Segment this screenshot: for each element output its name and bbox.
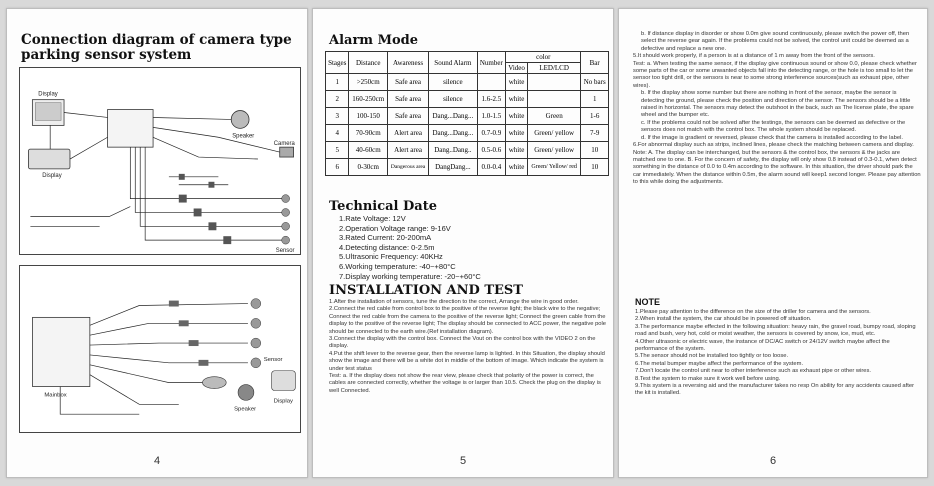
speaker-icon-bottom <box>202 377 226 389</box>
sensor-label: Sensor <box>275 248 295 254</box>
header-stages: Stages <box>326 52 349 74</box>
speaker-round-icon <box>238 385 254 401</box>
display-screen-icon <box>35 103 61 121</box>
test-paragraph: b. If distance display in disorder or show 0.0m give sound continuously, please switch the power off, then select the reverse gear again. If the problems could not be solved, the control unit could be deemed as a defective and replace a new one. <box>641 31 910 52</box>
spec-item: 3.Rated Current: 20-200mA <box>339 233 432 243</box>
note-item: 7.Don't locate the control unit near to other interference such as exhaust pipe or other wires. <box>635 368 872 375</box>
bottom-sensor-icons <box>251 299 261 368</box>
install-step: 3.Connect the display with the control box. Connect the Vout on the control box with the VIDEO 2 on the display. <box>329 336 596 350</box>
camera-icon <box>280 147 294 157</box>
wiring-lines <box>30 113 281 241</box>
technical-date-title: Technical Date <box>329 199 437 214</box>
test-paragraph: 5.It should work properly, if a person is at a distance of 1 m away from the front of the sensors. <box>633 53 875 60</box>
manual-page-4 <box>6 8 308 478</box>
mirror-display-icon <box>28 149 70 169</box>
test-instructions <box>633 31 921 187</box>
sensor-icons <box>282 195 290 244</box>
header-ledlcd: LED/LCD <box>527 63 581 74</box>
alarm-mode-table <box>325 51 609 176</box>
note-item: 9.This system is a reversing aid and the manufacturer takes no resp On ability for any accidents caused after the kit is installed. <box>635 383 915 397</box>
spec-item: 2.Operation Voltage range: 9-16V <box>339 223 451 233</box>
speaker-label-bottom: Speaker <box>234 406 257 413</box>
camera-label: Camera <box>273 141 295 148</box>
note-item: 1.Please pay attention to the difference on the size of the driller for camera and the sensors. <box>635 309 871 315</box>
test-paragraph: d. If the image is gradient or reversed, please check that the camera is installed according to the label. <box>641 134 903 141</box>
spec-item: 1.Rate Voltage: 12V <box>339 214 406 223</box>
header-sound: Sound Alarm <box>429 52 477 74</box>
test-paragraph: b. If the display show some number but there are nothing in front of the sensor, maybe the sensor is detecting the ground, please check the position and direction of the sensor. The sensors should be a little raised in horizontal. The sensors may detect the outshoot in the back, such as The license plate, the spare wheel and the bumper etc. <box>641 90 914 119</box>
display-label: Display <box>42 172 62 179</box>
note-item: 2.When install the system, the car should be in powered off situation. <box>635 316 812 323</box>
table-row: 4 70-90cm Alert area Dang...Dang... 0.7-0.9 white Green/ yellow 7-9 <box>326 125 609 142</box>
table-row: 3 100-150 Safe area Dang...Dang... 1.0-1.5 white Green 1-6 <box>326 108 609 125</box>
spec-item: 4.Detecting distance: 0-2.5m <box>339 242 435 252</box>
test-paragraph: Note: A. The display can be interchanged, but the sensors & the control box, the sensors & the jacks are matched one to one. B. For the concern of safety, the display will only show 0.8 instead of 0.3-0.1, when detect something in the distance of 0.0 to 0.4m according to the software. In this situation, the driver should park the car immediately. When the distance within 0.5m, the alarm sound will keep1 second longer. Please pay attention to this while doing the adjustments. <box>633 149 921 186</box>
install-step: 1.After the installation of sensors, tune the direction to the correct, Arrange the wire in good order. <box>329 299 579 305</box>
header-distance: Distance <box>349 52 388 74</box>
installation-test-title: INSTALLATION AND TEST <box>329 283 523 298</box>
header-color: color <box>506 52 581 63</box>
mainbox-icon <box>33 317 90 386</box>
title-line-2: parking sensor system <box>21 47 192 63</box>
wiring-diagram-bottom <box>19 265 301 433</box>
test-paragraph: 6.For abnormal display such as strips, inclined lines, please check the matching between camera and display. <box>633 142 914 149</box>
header-number: Number <box>477 52 506 74</box>
note-item: 8.Test the system to make sure it work well before using. <box>635 375 781 382</box>
notes-list <box>635 309 921 398</box>
alarm-mode-title: Alarm Mode <box>329 33 419 48</box>
install-step: 2.Connect the red cable from control box to the positive of the reverse light; the black wire to the negative; Connect the red cable from the camera to the positive of the reverse light; Connect the green cable from the display to the positive of the reverse light; The display should be connected to ACC power, the negative pole should be connected to the earth wire.(Ref installation diagram). <box>329 306 607 335</box>
install-step: 4.Put the shift lever to the reverse gear, then the reverse lamp is lighted. In this Situation, the display should show the image and there will be a white dot in middle of the bottom of image. Which indicate the system is under test status <box>329 350 605 372</box>
spec-item: 7.Display working temperature: -20~+60°C <box>339 271 481 281</box>
wiring-diagram-top-svg <box>20 68 300 254</box>
note-item: 5.The sensor should not be installed too tightly or too loose. <box>635 353 789 360</box>
test-paragraph: Test: a. When testing the same sensor, if the display give continuous sound or show 0.0, please check whether some parts of the car or some unwanted objects fall into the detecting range, or the hole is too small to let the sensor too tight drill, or the sensors is near to some strong interference sources(such as exhaust pipe, other wires). <box>633 60 917 89</box>
note-item: 6.The metal bumper maybe affect the performance of the system. <box>635 360 804 367</box>
test-paragraph: c. If the problems could not be solved after the testings, the sensors can be deemed as defective or the sensors does not match with the control box. The whole system should be replaced. <box>641 119 906 134</box>
table-header-row <box>326 52 609 63</box>
display-label-bottom: Display <box>273 398 294 405</box>
table-row: 6 0-30cm Dangerous area DangDang... 0.0-0.4 white Green/ Yellow/ red 10 <box>326 159 609 176</box>
mainbox-label: Mainbox <box>44 392 67 399</box>
page-number: 4 <box>153 455 161 467</box>
page-number: 6 <box>769 455 777 467</box>
install-step: Test: a. If the display does not show the rear view, please check that polarity of the power is correct, the cables are connected correctly, whether the voltage is or larger than 10.5. Check the plug on the display is well Connected. <box>329 373 601 394</box>
table-row: 5 40-60cm Alert area Dang..Dang.. 0.5-0.6 white Green/ yellow 10 <box>326 142 609 159</box>
spec-item: 5.Ultrasonic Frequency: 40KHz <box>339 252 443 262</box>
speaker-icon <box>231 111 249 129</box>
connector-icons <box>179 174 231 244</box>
manual-page-6 <box>618 8 928 478</box>
connection-diagram-title <box>21 33 301 63</box>
spec-item: 6.Working temperature: -40~+80°C <box>339 261 456 271</box>
manual-page-5 <box>312 8 614 478</box>
technical-specs-list <box>339 214 481 281</box>
sensor-label-bottom: Sensor <box>263 356 283 363</box>
display-label-top: Display <box>38 91 58 98</box>
table-row: 1 >250cm Safe area silence white No bars <box>326 74 609 91</box>
speaker-label: Speaker <box>232 133 255 140</box>
sensor-connector-icons <box>169 301 209 366</box>
note-item: 3.The performance maybe effected in the following situation: heavy rain, the gravel road, bumpy road, sloping road and bush, very hot, cold or moist weather, the sensors is covered by snow, ice, mud, etc. <box>635 323 916 338</box>
title-line-1: Connection diagram of camera type <box>21 32 292 48</box>
header-bar: Bar <box>581 52 609 74</box>
installation-steps <box>329 299 607 395</box>
control-box-icon <box>108 110 154 148</box>
table-row: 2 160-250cm Safe area silence 1.6-2.5 white 1 <box>326 91 609 108</box>
wiring-diagram-bottom-svg <box>20 266 300 432</box>
page-number: 5 <box>459 455 467 467</box>
header-awareness: Awareness <box>387 52 428 74</box>
header-video: Video <box>506 63 528 74</box>
wiring-diagram-top <box>19 67 301 255</box>
note-item: 4.Other ultrasonic or electric wave, the instance of DC/AC switch or 24/12V switch maybe affect the performance of the system. <box>635 338 890 353</box>
display-icon-bottom <box>272 371 296 391</box>
note-title: NOTE <box>635 297 661 307</box>
